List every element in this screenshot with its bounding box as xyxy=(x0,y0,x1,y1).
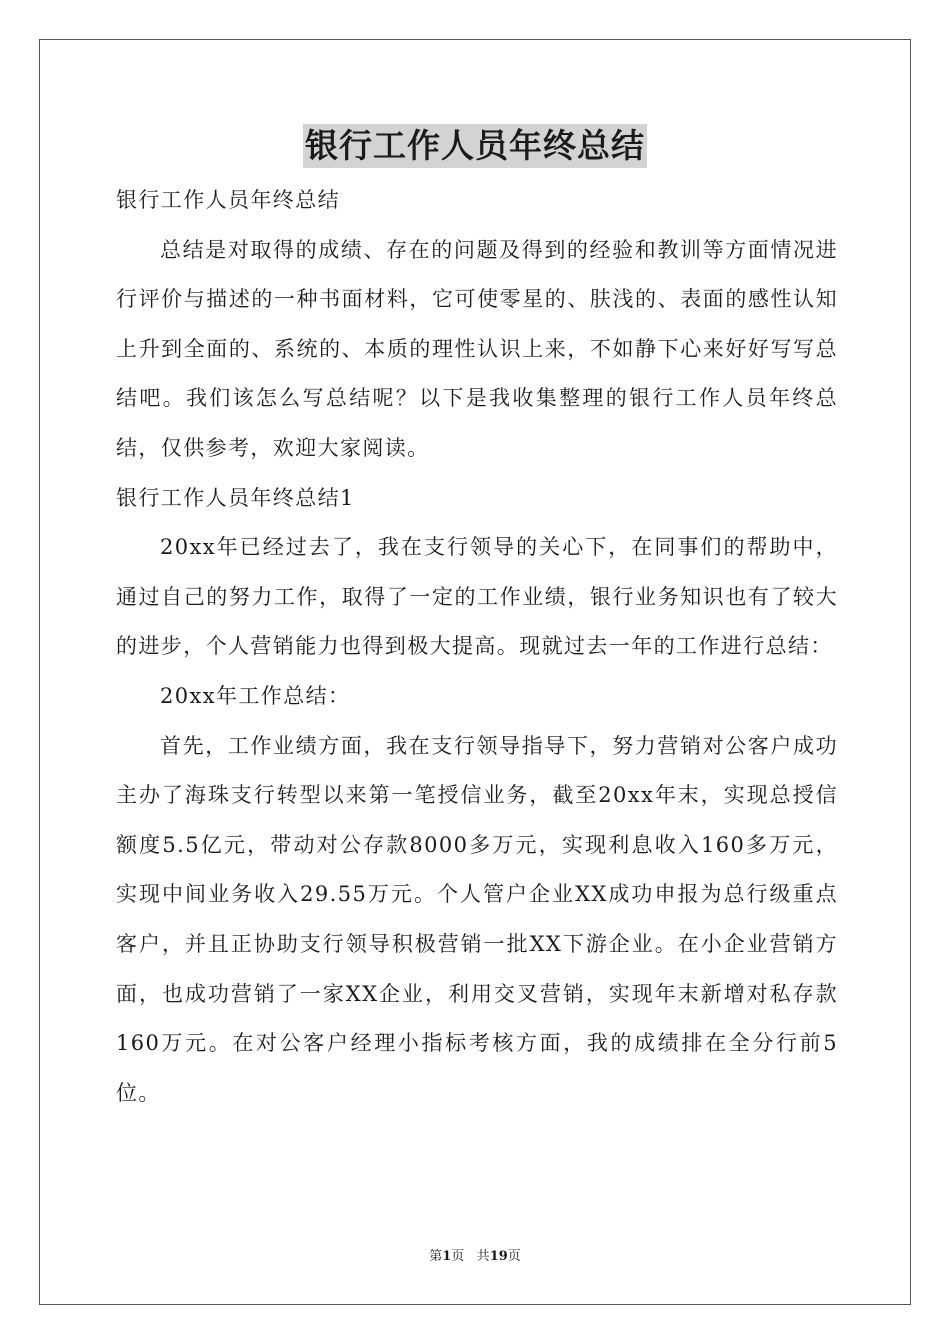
footer-total-prefix: 共 xyxy=(476,1249,490,1264)
paragraph-intro: 总结是对取得的成绩、存在的问题及得到的经验和教训等方面情况进行评价与描述的一种书面材料，它可使零星的、肤浅的、表面的感性认知上升到全面的、系统的、本质的理性认识上来，不如静下心来好好写写总结吧。我们该怎么写总结呢？以下是我收集整理的银行工作人员年终总结，仅供参考，欢迎大家阅读。 xyxy=(116,237,838,460)
paragraph-summary-heading: 20xx年工作总结： xyxy=(160,683,351,708)
footer-total-pages: 19 xyxy=(489,1249,508,1264)
page-footer xyxy=(0,1248,950,1266)
paragraph-performance: 首先，工作业绩方面，我在支行领导指导下，努力营销对公客户成功主办了海珠支行转型以来第一笔授信业务，截至20xx年末，实现总授信额度5.5亿元，带动对公存款8000多万元，实现利息收入160多万元，实现中间业务收入29.55万元。个人管户企业XX成功申报为总行级重点客户，并且正协助支行领导积极营销一批XX下游企业。在小企业营销方面，也成功营销了一家XX企业，利用交叉营销，实现年末新增对私存款160万元。在对公客户经理小指标考核方面，我的成绩排在全分行前5位。 xyxy=(116,733,838,1105)
paragraph-subtitle: 银行工作人员年终总结 xyxy=(116,188,340,212)
document-body xyxy=(116,176,838,1118)
footer-total-unit: 页 xyxy=(507,1249,521,1264)
paragraph-section-heading: 银行工作人员年终总结1 xyxy=(116,485,355,510)
document-title: 银行工作人员年终总结 xyxy=(303,124,647,168)
footer-current-page: 1 xyxy=(442,1249,452,1264)
footer-page-unit: 页 xyxy=(451,1249,465,1264)
footer-prefix: 第 xyxy=(429,1249,443,1264)
title-wrap xyxy=(0,124,950,168)
paragraph-year-review: 20xx年已经过去了，我在支行领导的关心下，在同事们的帮助中，通过自己的努力工作，取得了一定的工作业绩，银行业务知识也有了较大的进步，个人营销能力也得到极大提高。现就过去一年的工作进行总结： xyxy=(116,535,838,659)
